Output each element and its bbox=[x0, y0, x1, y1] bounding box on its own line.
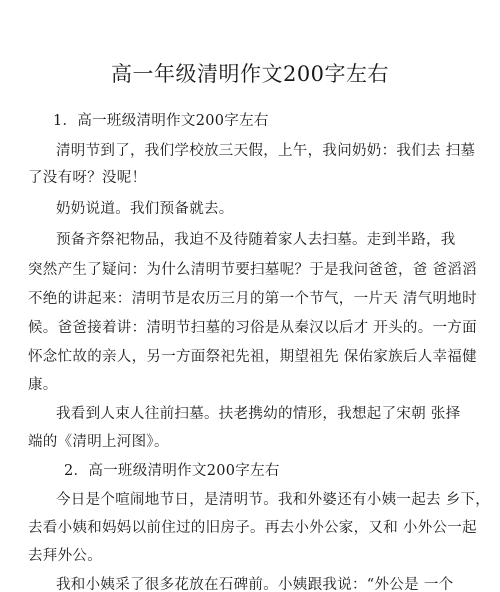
paragraph-line: 预备齐祭祀物品，我迫不及待随着家人去扫墓。走到半路，我 bbox=[56, 232, 456, 248]
paragraph-line: 去看小姨和妈妈以前住过的旧房子。再去小外公家，又和 小外公一起 bbox=[28, 520, 477, 536]
paragraph-line: 我和小姨采了很多花放在石碑前。小姨跟我说：“外公是 一个 bbox=[56, 577, 454, 592]
paragraph-line: 突然产生了疑问：为什么清明节要扫墓呢？于是我问爸爸，爸 爸滔滔 bbox=[28, 262, 477, 278]
document-title: 高一年级清明作文200字左右 bbox=[110, 62, 390, 86]
paragraph-line: 今日是个喧闹地节日，是清明节。我和外婆还有小姨一起去 乡下， bbox=[56, 492, 491, 508]
paragraph-line: 奶奶说道。我们预备就去。 bbox=[56, 201, 234, 217]
paragraph-line: 怀念忙故的亲人，另一方面祭祀先祖，期望祖先 保佑家族后人幸福健 bbox=[28, 349, 477, 365]
paragraph-line: 康。 bbox=[28, 377, 58, 393]
paragraph-line: 不绝的讲起来：清明节是农历三月的第一个节气，一片天 清气明地时 bbox=[28, 291, 477, 307]
paragraph-line: 了没有呀？没呢！ bbox=[28, 170, 147, 186]
paragraph-line: 清明节到了，我们学校放三天假，上午，我问奶奶：我们去 扫墓 bbox=[56, 143, 476, 159]
paragraph-line: 候。爸爸接着讲：清明节扫墓的习俗是从秦汉以后才 开头的。一方面 bbox=[28, 320, 477, 336]
paragraph-line: 端的《清明上河图》。 bbox=[28, 434, 169, 450]
paragraph-line: 我看到人束人往前扫墓。扶老携幼的情形，我想起了宋朝 张择 bbox=[56, 406, 461, 422]
section-heading-2: 2．高一班级清明作文200字左右 bbox=[64, 463, 280, 479]
section-heading-1: 1．高一班级清明作文200字左右 bbox=[53, 113, 269, 129]
paragraph-line: 去拜外公。 bbox=[28, 548, 102, 564]
